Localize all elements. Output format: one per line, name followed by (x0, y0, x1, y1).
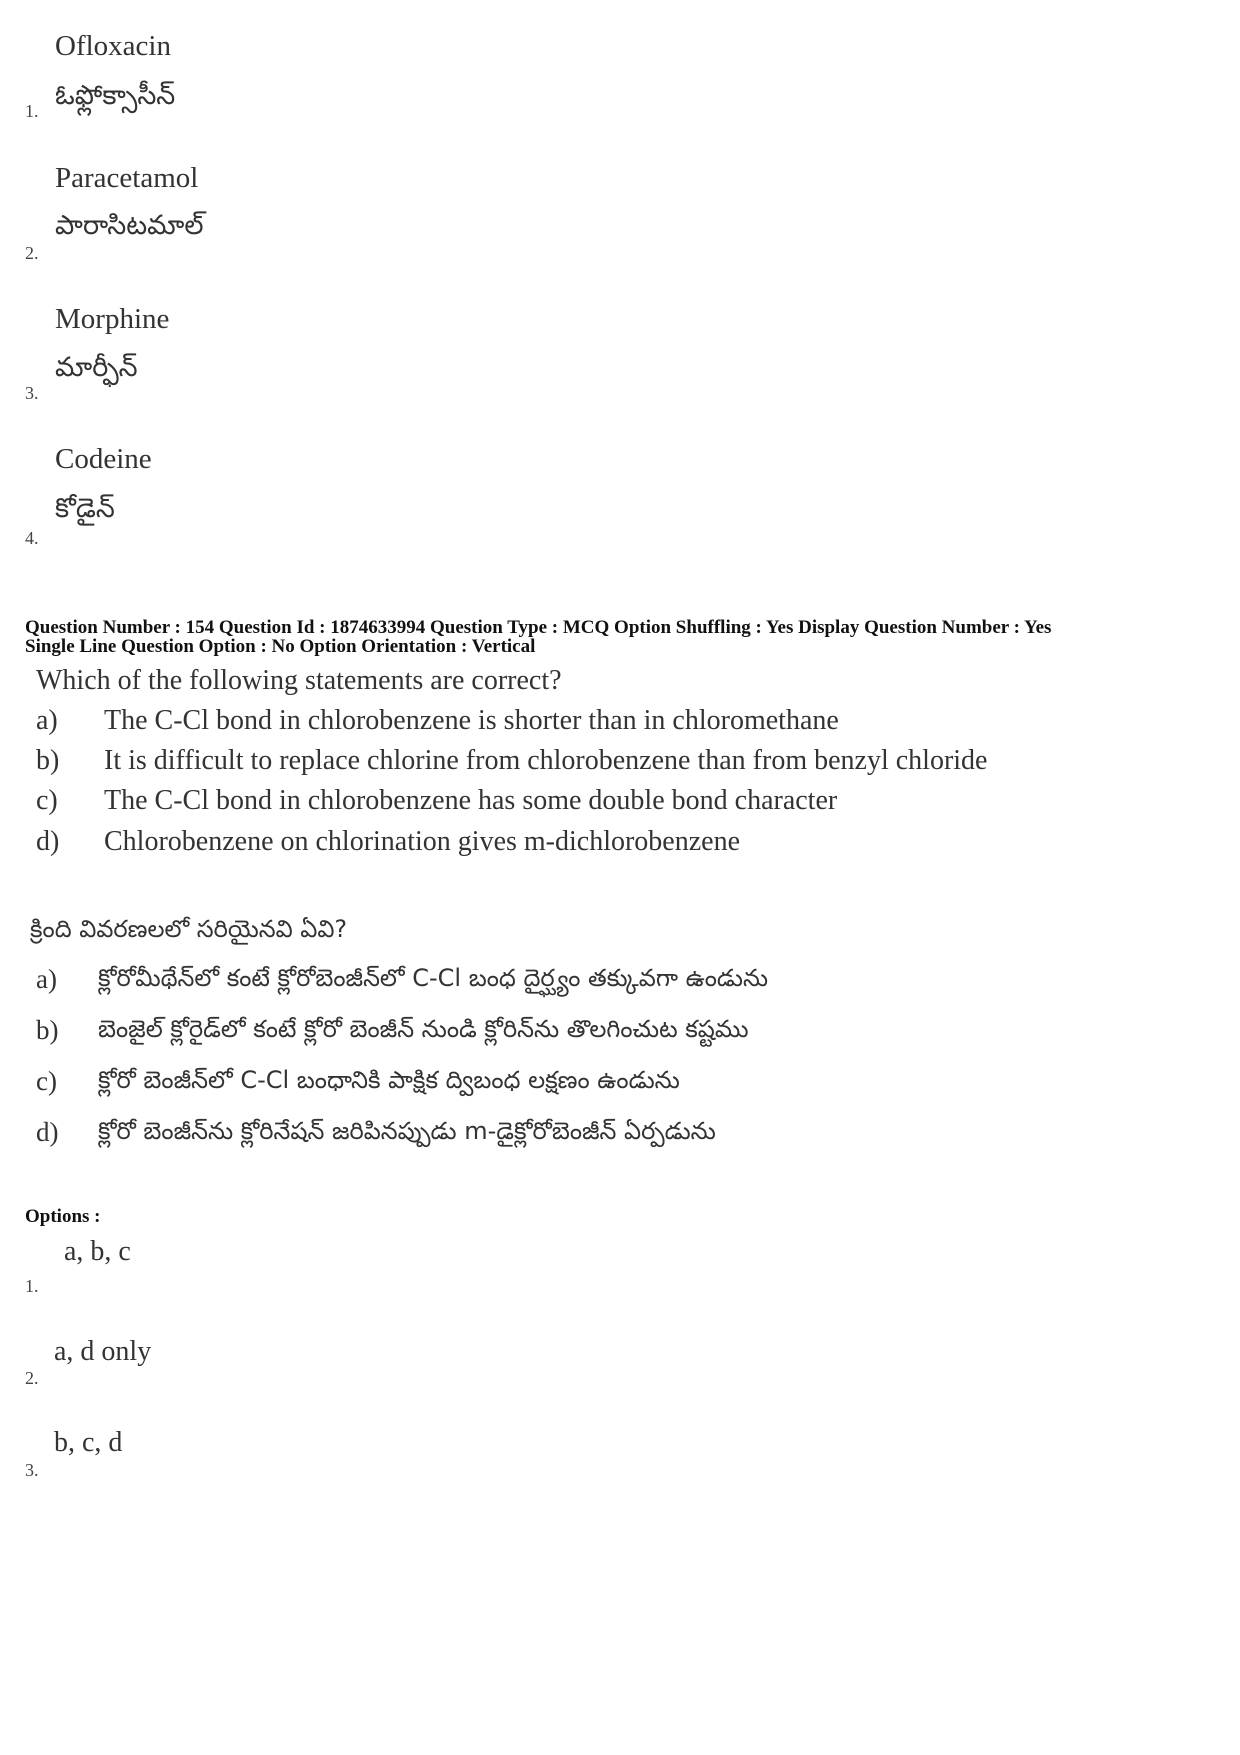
statement-text: The C-Cl bond in chlorobenzene has some double bond character (104, 785, 838, 816)
statement-letter: a) (36, 705, 58, 736)
answer-option-number: 1. (25, 1276, 39, 1296)
statement-text: క్లోరోమీథేన్‌లో కంటే క్లోరోబెంజీన్‌లో C-Cl బంధ దైర్ఘ్యం తక్కువగా ఉండును (98, 964, 769, 992)
question-prompt-english: Which of the following statements are correct? (36, 665, 562, 696)
options-label: Options : (25, 1206, 101, 1227)
option-number: 2. (25, 243, 39, 263)
statement-text: క్లోరో బెంజీన్‌లో C-Cl బంధానికి పాక్షిక ద్విబంధ లక్షణం ఉండును (98, 1066, 680, 1094)
option-english-text: Ofloxacin (55, 30, 171, 62)
answer-option-text: b, c, d (54, 1427, 123, 1458)
answer-option-number: 3. (25, 1460, 39, 1480)
option-english-text: Paracetamol (55, 162, 199, 194)
statement-letter: b) (36, 745, 60, 776)
statement-text: క్లోరో బెంజీన్‌ను క్లోరినేషన్ జరిపినప్పుడు m-డైక్లోరోబెంజీన్ ఏర్పడును (98, 1117, 716, 1145)
option-number: 1. (25, 101, 39, 121)
option-english-text: Codeine (55, 443, 152, 475)
statement-letter: d) (36, 826, 60, 857)
option-telugu-text: కోడైన్ (55, 493, 115, 524)
statement-letter: c) (36, 1066, 57, 1096)
option-number: 4. (25, 528, 39, 548)
question-prompt-telugu: క్రింది వివరణలలో సరియైనవి ఏవి? (30, 915, 348, 943)
question-meta-line-2: Single Line Question Option : No Option Orientation : Vertical (25, 636, 536, 657)
answer-option-text: a, d only (54, 1336, 152, 1367)
option-telugu-text: మార్ఫీన్ (55, 352, 138, 383)
answer-option-number: 2. (25, 1368, 39, 1388)
statement-text: It is difficult to replace chlorine from chlorobenzene than from benzyl chloride (104, 745, 988, 776)
statement-text: Chlorobenzene on chlorination gives m-dichlorobenzene (104, 826, 741, 857)
statement-letter: b) (36, 1015, 59, 1045)
option-number: 3. (25, 383, 39, 403)
statement-text: The C-Cl bond in chlorobenzene is shorter than in chloromethane (104, 705, 839, 736)
statement-letter: c) (36, 785, 58, 816)
statement-letter: d) (36, 1117, 59, 1147)
statement-text: బెంజైల్ క్లోరైడ్‌లో కంటే క్లోరో బెంజీన్ నుండి క్లోరిన్‌ను తొలగించుట కష్టము (98, 1015, 749, 1043)
statement-letter: a) (36, 964, 57, 994)
option-english-text: Morphine (55, 303, 170, 335)
option-telugu-text: పారాసిటమాల్ (55, 210, 204, 241)
answer-option-text: a, b, c (64, 1236, 131, 1267)
option-telugu-text: ఓఫ్లోక్సాసీన్ (55, 80, 176, 111)
question-meta-line-1: Question Number : 154 Question Id : 1874633994 Question Type : MCQ Option Shuffling : Yes Display Question Number : Yes (25, 617, 1052, 638)
